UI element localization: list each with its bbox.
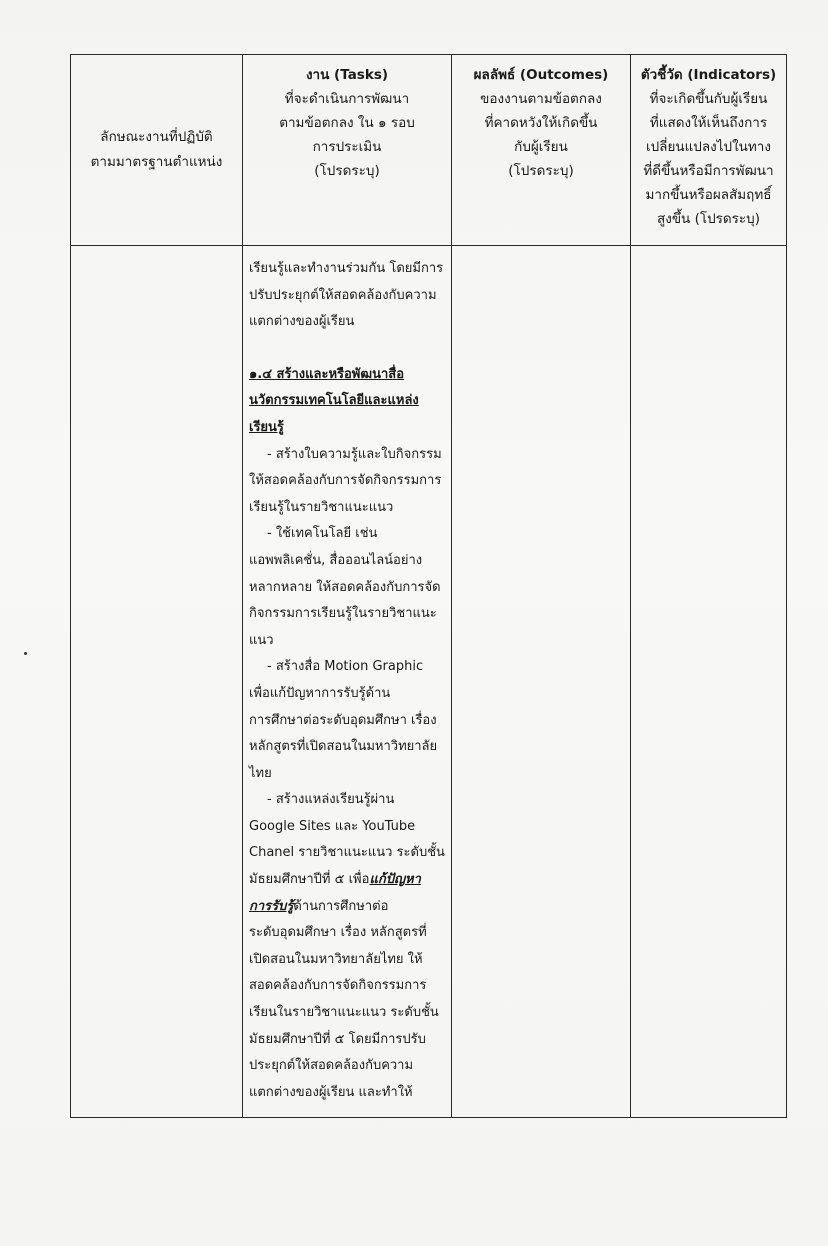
task-item-text: มัธยมศึกษาปีที่ ๕ เพื่อ [249,872,370,888]
task-item-line: กิจกรรมการเรียนรู้ในรายวิชาแนะ [249,606,437,622]
task-item-line: แตกต่างของผู้เรียน และทำให้ [249,1084,413,1100]
header-outcomes-line: กับผู้เรียน [514,139,568,155]
task-item-line: สอดคล้องกับการจัดกิจกรรมการ [249,978,427,994]
header-tasks-line: (โปรดระบุ) [314,163,380,179]
header-tasks [243,55,452,246]
spacer [249,336,447,362]
cell-outcomes [452,246,631,1118]
header-outcomes-line: ที่คาดหวังให้เกิดขึ้น [484,115,598,131]
header-tasks-line: ตามข้อตกลง ใน ๑ รอบ [279,115,415,131]
task-item-line: ระดับอุดมศึกษา เรื่อง หลักสูตรที่ [249,925,427,941]
task-item-line: - สร้างแหล่งเรียนรู้ผ่าน [267,792,395,808]
header-outcomes-line: ของงานตามข้อตกลง [480,91,602,107]
task-item-line [249,894,447,921]
task-item-line: Chanel รายวิชาแนะแนว ระดับชั้น [249,845,445,861]
task-item-line: เรียนรู้ในรายวิชาแนะแนว [249,499,394,515]
scan-speck [24,652,27,655]
task-item-line: เพื่อแก้ปัญหาการรับรู้ด้าน [249,685,391,701]
task-item-line: แนว [249,632,274,648]
header-indicators-line: เปลี่ยนแปลงไปในทาง [646,139,771,155]
header-indicators-line: ที่ดีขึ้นหรือมีการพัฒนา [643,163,774,179]
task-item-line: ประยุกต์ให้สอดคล้องกับความ [249,1058,414,1074]
header-indicators-line: มากขึ้นหรือผลสัมฤทธิ์ [645,187,772,203]
header-outcomes-title: ผลลัพธ์ (Outcomes) [473,67,609,83]
header-tasks-line: ที่จะดำเนินการพัฒนา [284,91,410,107]
tasks-intro-line: เรียนรู้และทำงานร่วมกัน โดยมีการ [249,261,444,276]
task-item-line: - ใช้เทคโนโลยี เช่น [267,526,378,542]
header-tasks-line: การประเมิน [312,139,382,155]
tasks-intro-line: ปรับประยุกต์ให้สอดคล้องกับความ [249,287,437,303]
cell-indicators [631,246,787,1118]
cell-tasks [243,246,452,1118]
table-body-row [71,246,787,1118]
task-item-line: หลักสูตรที่เปิดสอนในมหาวิทยาลัย [249,739,438,755]
task-item-line: เรียนในรายวิชาแนะแนว ระดับชั้น [249,1005,439,1021]
task-item-line: - สร้างสื่อ Motion Graphic [267,659,424,675]
section-heading-line: นวัตกรรมเทคโนโลยีและแหล่ง [249,393,419,409]
task-item-line: มัธยมศึกษาปีที่ ๕ โดยมีการปรับ [249,1031,426,1047]
task-item-line [249,867,447,894]
task-item-line: Google Sites และ YouTube [249,818,416,834]
cell-job-characteristics [71,246,243,1118]
task-item-line: หลากหลาย ให้สอดคล้องกับการจัด [249,579,441,595]
header-indicators-line: สูงขึ้น (โปรดระบุ) [656,211,761,227]
task-item-line: แอพพลิเคชั่น, สื่อออนไลน์อย่าง [249,552,423,568]
table-header-row [71,55,787,246]
task-item-line: ไทย [249,765,272,781]
header-outcomes-line: (โปรดระบุ) [508,163,574,179]
header-tasks-title: งาน (Tasks) [305,67,389,83]
section-heading-line: ๑.๔ สร้างและหรือพัฒนาสื่อ [249,366,405,382]
header-indicators [631,55,787,246]
task-item-line: เปิดสอนในมหาวิทยาลัยไทย ให้ [249,951,423,967]
task-item-text: ด้านการศึกษาต่อ [293,898,389,914]
emphasis-text: แก้ปัญหา [369,872,421,888]
section-heading-line: เรียนรู้ [249,419,284,435]
header-outcomes [452,55,631,246]
header-indicators-title: ตัวชี้วัด (Indicators) [640,67,777,83]
header-indicators-line: ที่จะเกิดขึ้นกับผู้เรียน [649,91,768,107]
task-item-line: - สร้างใบความรู้และใบกิจกรรม [267,446,442,462]
header-col1-line1: ลักษณะงานที่ปฏิบัติ [100,129,213,145]
tasks-intro-line: แตกต่างของผู้เรียน [249,314,355,330]
agreement-table [70,54,787,1118]
task-item-line: ให้สอดคล้องกับการจัดกิจกรรมการ [249,473,442,489]
header-job-characteristics [71,55,243,246]
emphasis-text: การรับรู้ [249,898,294,914]
header-col1-line2: ตามมาตรฐานตำแหน่ง [90,154,223,170]
header-indicators-line: ที่แสดงให้เห็นถึงการ [649,115,768,131]
task-item-line: การศึกษาต่อระดับอุดมศึกษา เรื่อง [249,712,437,728]
